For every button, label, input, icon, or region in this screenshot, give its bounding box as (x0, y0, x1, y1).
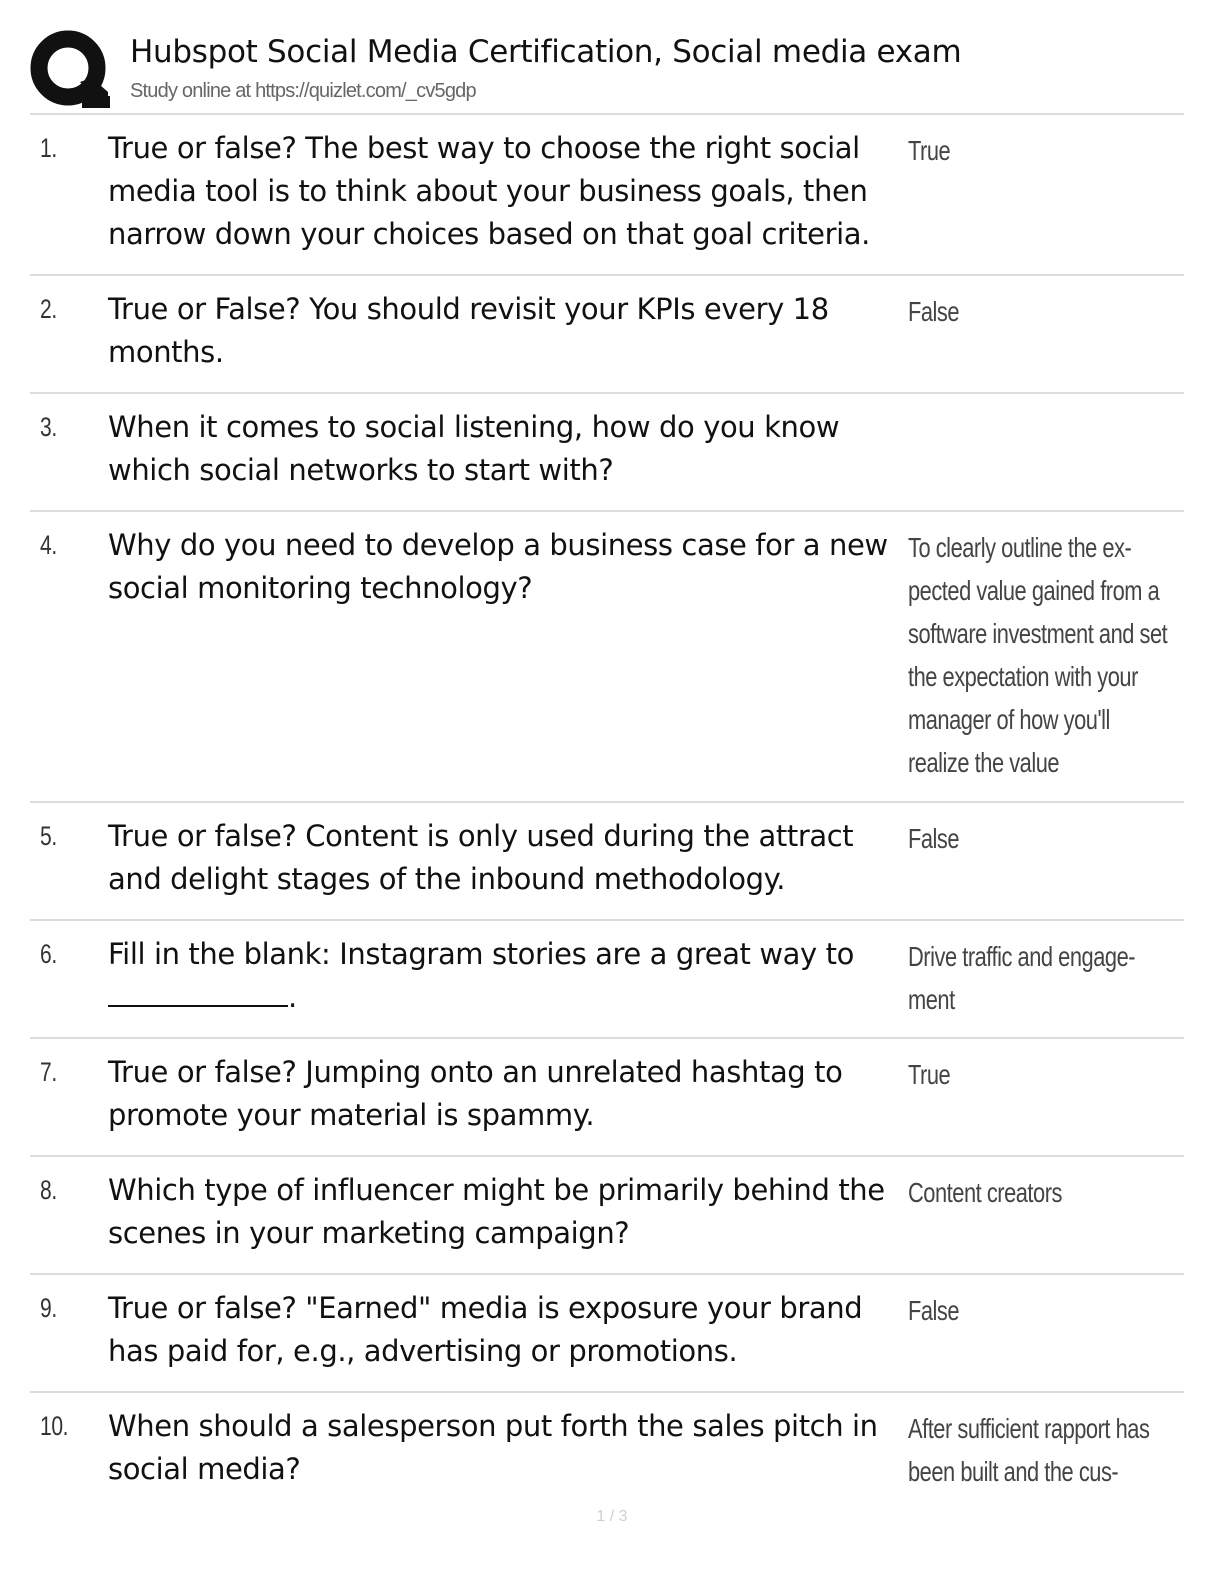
flashcard-row (30, 1275, 1184, 1393)
card-definition: Content creators (908, 1177, 1062, 1208)
flashcard-row (30, 115, 1184, 276)
card-number: 7. (40, 1057, 57, 1087)
card-term: True or False? You should revisit your KPIs every 18 months. (108, 292, 829, 369)
card-definition: False (908, 296, 960, 327)
study-online-link[interactable]: Study online at https://quizlet.com/_cv5gdp (130, 80, 476, 102)
card-definition: To clearly outline the ex-pected value gained from a software investment and set the expectation with your manager of how you'll realize the value (908, 532, 1168, 778)
card-number: 4. (40, 530, 57, 560)
document-title: Hubspot Social Media Certification, Social media exam (130, 34, 962, 70)
card-number: 10. (40, 1411, 69, 1441)
card-term: True or false? Jumping onto an unrelated hashtag to promote your material is spammy. (108, 1055, 843, 1132)
card-term: Which type of influencer might be primarily behind the scenes in your marketing campaign? (108, 1173, 885, 1250)
card-term-text: Fill in the blank: Instagram stories are a great way to (108, 937, 854, 971)
card-term: True or false? The best way to choose the right social media tool is to think about your business goals, then narrow down your choices based on that goal criteria. (108, 131, 870, 251)
card-term: True or false? Content is only used during the attract and delight stages of the inbound methodology. (108, 819, 854, 896)
card-number: 9. (40, 1293, 57, 1323)
card-number: 8. (40, 1175, 57, 1205)
flashcard-row (30, 512, 1184, 803)
flashcard-row (30, 1393, 1184, 1511)
page-number: 1 / 3 (596, 1508, 628, 1525)
card-definition: True (908, 1059, 951, 1090)
flashcard-row (30, 276, 1184, 394)
card-definition: True (908, 135, 951, 166)
flashcard-row (30, 1039, 1184, 1157)
card-number: 5. (40, 821, 57, 851)
quizlet-q-logo-icon (30, 30, 110, 110)
card-definition: False (908, 1295, 960, 1326)
flashcard-list (30, 115, 1184, 1511)
card-number: 2. (40, 294, 57, 324)
card-term: Why do you need to develop a business case for a new social monitoring technology? (108, 528, 888, 605)
card-number: 1. (40, 133, 57, 163)
card-term: True or false? "Earned" media is exposure your brand has paid for, e.g., advertising or promotions. (108, 1291, 863, 1368)
flashcard-row (30, 803, 1184, 921)
flashcard-row (30, 1157, 1184, 1275)
card-number: 3. (40, 412, 57, 442)
card-definition: False (908, 823, 960, 854)
page-header (30, 28, 1184, 114)
card-definition: Drive traffic and engage-ment (908, 941, 1136, 1015)
card-number: 6. (40, 939, 57, 969)
card-term (108, 933, 908, 1019)
card-term: When it comes to social listening, how do you know which social networks to start with? (108, 410, 840, 487)
card-term-end: . (288, 980, 297, 1014)
flashcard-row (30, 921, 1184, 1039)
flashcard-row (30, 394, 1184, 512)
card-term: When should a salesperson put forth the sales pitch in social media? (108, 1409, 878, 1486)
card-definition: After sufficient rapport has been built and the cus- (908, 1413, 1150, 1487)
fill-in-blank (108, 983, 288, 1007)
